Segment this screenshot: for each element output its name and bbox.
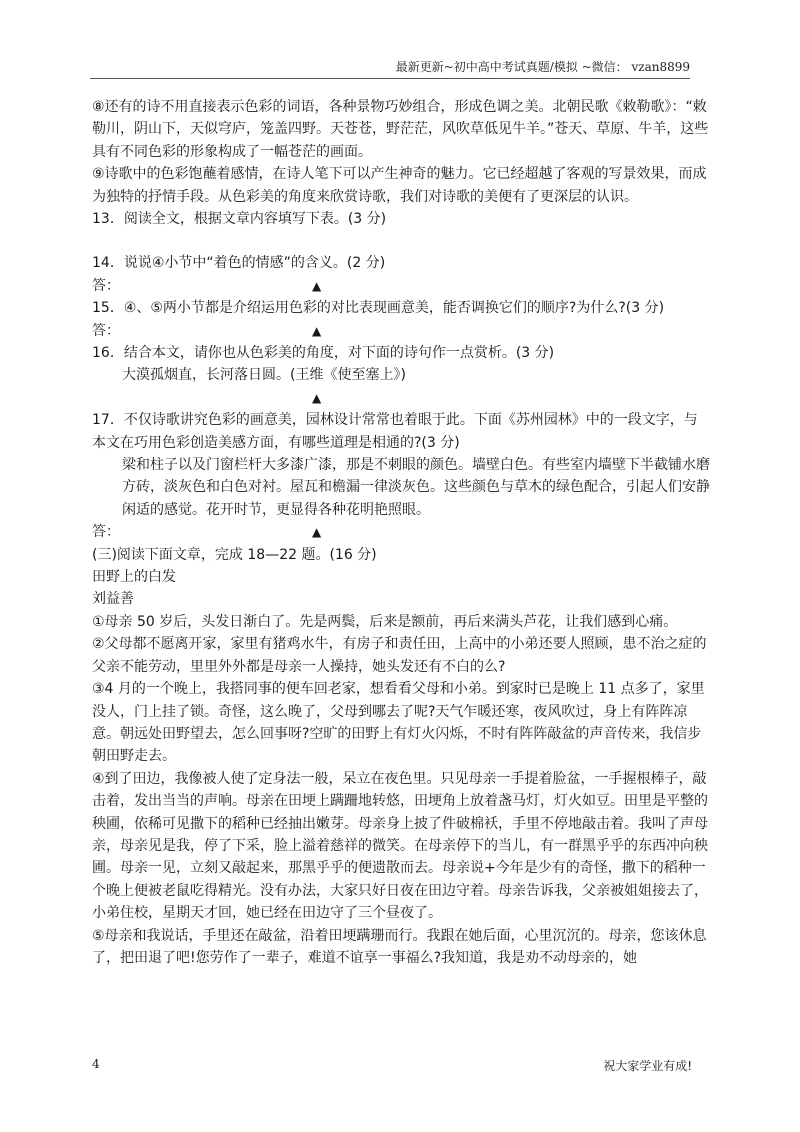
- page-header: 最新更新~初中高中考试真题/模拟 ~微信： vzan8899: [395, 60, 690, 74]
- answer-triangle-icon: ▲: [312, 390, 322, 405]
- story-paragraph-3: ③4 月的一个晚上，我搭同事的便车回老家，想看看父母和小弟。到家时已是晚上 11 点多了，家里没人，门上挂了锁。奇怪，这么晚了，父母到哪去了呢?天气乍暖还寒，夜风吹过，身上有阵阵凉意。朝远处田野望去，怎么回事呀?空旷的田野上有灯火闪烁，不时有阵阵敲盆的声音传来，我信步朝田野走去。: [92, 681, 705, 765]
- answer-line-16: [92, 387, 710, 409]
- question-16: 16．结合本文，请你也从色彩美的角度，对下面的诗句作一点赏析。(3 分): [92, 345, 555, 362]
- story-paragraph-2: ②父母都不愿离开家，家里有猪鸡水牛，有房子和责任田，上高中的小弟还要人照顾，患不治之症的父亲不能劳动，里里外外都是母亲一人操持，她头发还有不白的么?: [92, 636, 707, 675]
- answer-line-15: [92, 320, 710, 342]
- story-paragraph-1: ①母亲 50 岁后，头发日渐白了。先是两鬓，后来是额前，再后来满头芦花，让我们感到心痛。: [92, 613, 678, 630]
- blank-space: [92, 230, 710, 252]
- garden-quote: 梁和柱子以及门窗栏杆大多漆广漆，那是不刺眼的颜色。墙壁白色。有些室内墙壁下半截铺水磨方砖，淡灰色和白色对衬。屋瓦和檐漏一律淡灰色。这些颜色与草木的绿色配合，引起人们安静闲适的感觉。花开时节，更显得各种花明艳照眼。: [122, 457, 710, 518]
- section-3-intro: (三)阅读下面文章，完成 18—22 题。(16 分): [92, 546, 377, 563]
- answer-triangle-icon: ▲: [312, 323, 322, 338]
- question-17: 17．不仅诗歌讲究色彩的画意美，园林设计常常也着眼于此。下面《苏州园林》中的一段文字，与本文在巧用色彩创造美感方面，有哪些道理是相通的?(3 分): [92, 412, 698, 451]
- answer-label: 答：: [92, 322, 120, 339]
- paragraph-8: ⑧还有的诗不用直接表示色彩的词语，各种景物巧妙组合，形成色调之美。北朝民歌《敕勒歌》：“敕勒川，阴山下，天似穹庐，笼盖四野。天苍苍，野茫茫，风吹草低见牛羊。”苍天、草原、牛羊，这些具有不同色彩的形象构成了一幅苍茫的画面。: [92, 99, 709, 160]
- answer-line-17: [92, 521, 710, 543]
- answer-triangle-icon: ▲: [312, 278, 322, 293]
- question-13: 13．阅读全文，根据文章内容填写下表。(3 分): [92, 211, 387, 228]
- document-body: [92, 96, 710, 969]
- answer-line-14: [92, 275, 710, 297]
- header-divider: [90, 78, 690, 79]
- article-author: 刘益善: [92, 591, 134, 608]
- question-15: 15．④、⑤两小节都是介绍运用色彩的对比表现画意美，能否调换它们的顺序?为什么?(3 分): [92, 300, 665, 317]
- article-title: 田野上的白发: [92, 569, 176, 586]
- story-paragraph-5: ⑤母亲和我说话，手里还在敲盆，沿着田埂蹒珊而行。我跟在她后面，心里沉沉的。母亲，您该休息了，把田退了吧!您劳作了一辈子，难道不谊享一事福么?我知道，我是劝不动母亲的，她: [92, 927, 707, 966]
- answer-label: 答：: [92, 524, 120, 541]
- question-14: 14．说说④小节中“着色的情感”的含义。(2 分): [92, 255, 386, 272]
- footer-wish: 祝大家学业有成!: [603, 1059, 692, 1073]
- poem-line: 大漠孤烟直，长河落日圆。(王维《使至塞上》): [122, 367, 406, 384]
- paragraph-9: ⑨诗歌中的色彩饱蘸着感情，在诗人笔下可以产生神奇的魅力。它已经超越了客观的写景效果，而成为独特的抒情手段。从色彩美的角度来欣赏诗歌，我们对诗歌的美便有了更深层的认识。: [92, 166, 707, 205]
- answer-label: 答：: [92, 277, 120, 294]
- page-number: 4: [92, 1057, 100, 1071]
- answer-triangle-icon: ▲: [312, 525, 322, 540]
- story-paragraph-4: ④到了田边，我像被人使了定身法一般，呆立在夜色里。只见母亲一手提着脸盆，一手握根棒子，敲击着，发出当当的声响。母亲在田埂上蹒跚地转悠，田埂角上放着盏马灯，灯火如豆。田里是平整的秧圃，依稀可见撒下的稻种已经抽出嫩芽。母亲身上披了件破棉袄，手里不停地敲击着。我叫了声母亲，母亲见是我，停了下采，脸上溢着慈祥的微笑。在母亲停下的当儿，有一群黑乎乎的东西冲向秧圃。母亲一见，立刻又敲起来，那黑乎乎的便遗散而去。母亲说+今年是少有的奇怪，撒下的稻种一个晚上便被老鼠吃得精光。没有办法，大家只好日夜在田边守着。母亲告诉我，父亲被姐姐接去了，小弟住校，星期天才回，她已经在田边守了三个昼夜了。: [92, 770, 708, 922]
